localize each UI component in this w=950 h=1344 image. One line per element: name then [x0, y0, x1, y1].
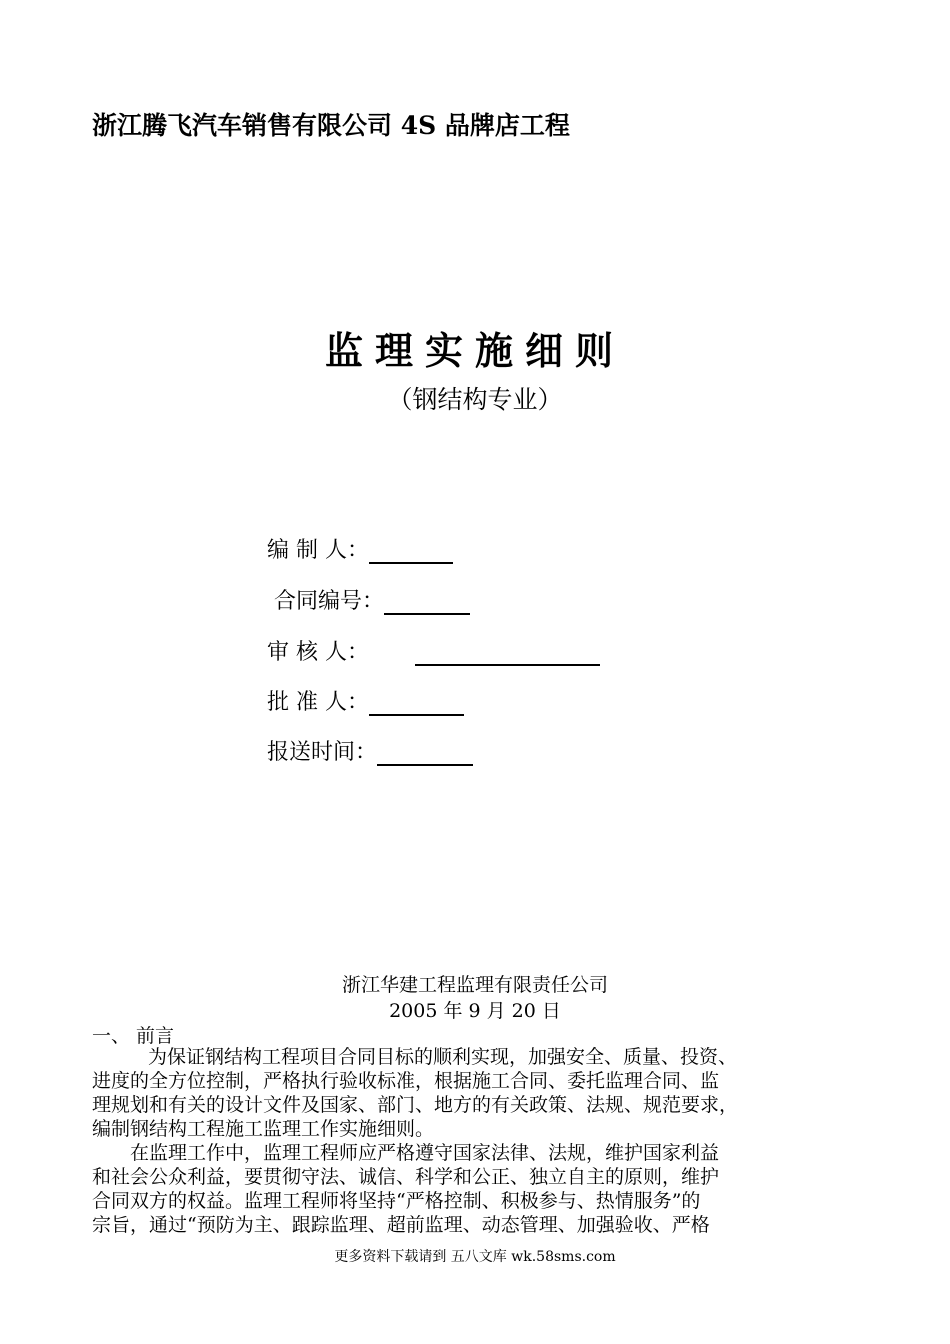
info-field-label: 批 准 人： — [267, 690, 369, 715]
paragraph-line: 合同双方的权益。监理工程师将坚持“严格控制、积极参与、热情服务”的 — [92, 1190, 701, 1212]
document-title: 监理实施细则 — [324, 328, 625, 373]
info-field-label: 合同编号： — [274, 589, 385, 614]
blank-line — [377, 742, 473, 766]
paragraph-line: 编制钢结构工程施工监理工作实施细则。 — [92, 1118, 435, 1140]
paragraph-2 — [92, 1141, 852, 1237]
info-field-contract-number — [274, 584, 470, 615]
paragraph-line: 和社会公众利益，要贯彻守法、诚信、科学和公正、独立自主的原则，维护 — [92, 1166, 720, 1188]
info-field-label: 编 制 人： — [267, 538, 369, 563]
blank-line — [415, 642, 600, 666]
issuing-company: 浙江华建工程监理有限责任公司 — [341, 974, 608, 996]
paragraph-1 — [92, 1045, 852, 1141]
paragraph-line: 为保证钢结构工程项目合同目标的顺利实现，加强安全、质量、投资、 — [148, 1046, 738, 1068]
issue-date: 2005 年 9 月 20 日 — [389, 1000, 561, 1022]
paragraph-line: 在监理工作中，监理工程师应严格遵守国家法律、法规，维护国家利益 — [130, 1142, 720, 1164]
info-field-compiler — [267, 533, 453, 564]
blank-line — [384, 591, 470, 615]
blank-line — [369, 692, 464, 716]
info-field-submission-date — [267, 735, 473, 766]
info-field-approver — [267, 685, 464, 716]
blank-line — [369, 540, 453, 564]
document-subtitle: （钢结构专业） — [387, 385, 563, 414]
info-field-label: 报送时间： — [267, 740, 378, 765]
paragraph-line: 理规划和有关的设计文件及国家、部门、地方的有关政策、法规、规范要求， — [92, 1094, 739, 1116]
info-field-reviewer — [267, 635, 600, 666]
project-title: 浙江腾飞汽车销售有限公司 4S 品牌店工程 — [92, 111, 570, 140]
info-field-label: 审 核 人： — [267, 640, 369, 665]
paragraph-line: 进度的全方位控制，严格执行验收标准，根据施工合同、委托监理合同、监 — [92, 1070, 720, 1092]
paragraph-line: 宗旨，通过“预防为主、跟踪监理、超前监理、动态管理、加强验收、严格 — [92, 1214, 710, 1236]
section-heading: 一、 前言 — [92, 1025, 175, 1047]
footer-download-note: 更多资料下载请到 五八文库 wk.58sms.com — [334, 1249, 616, 1265]
